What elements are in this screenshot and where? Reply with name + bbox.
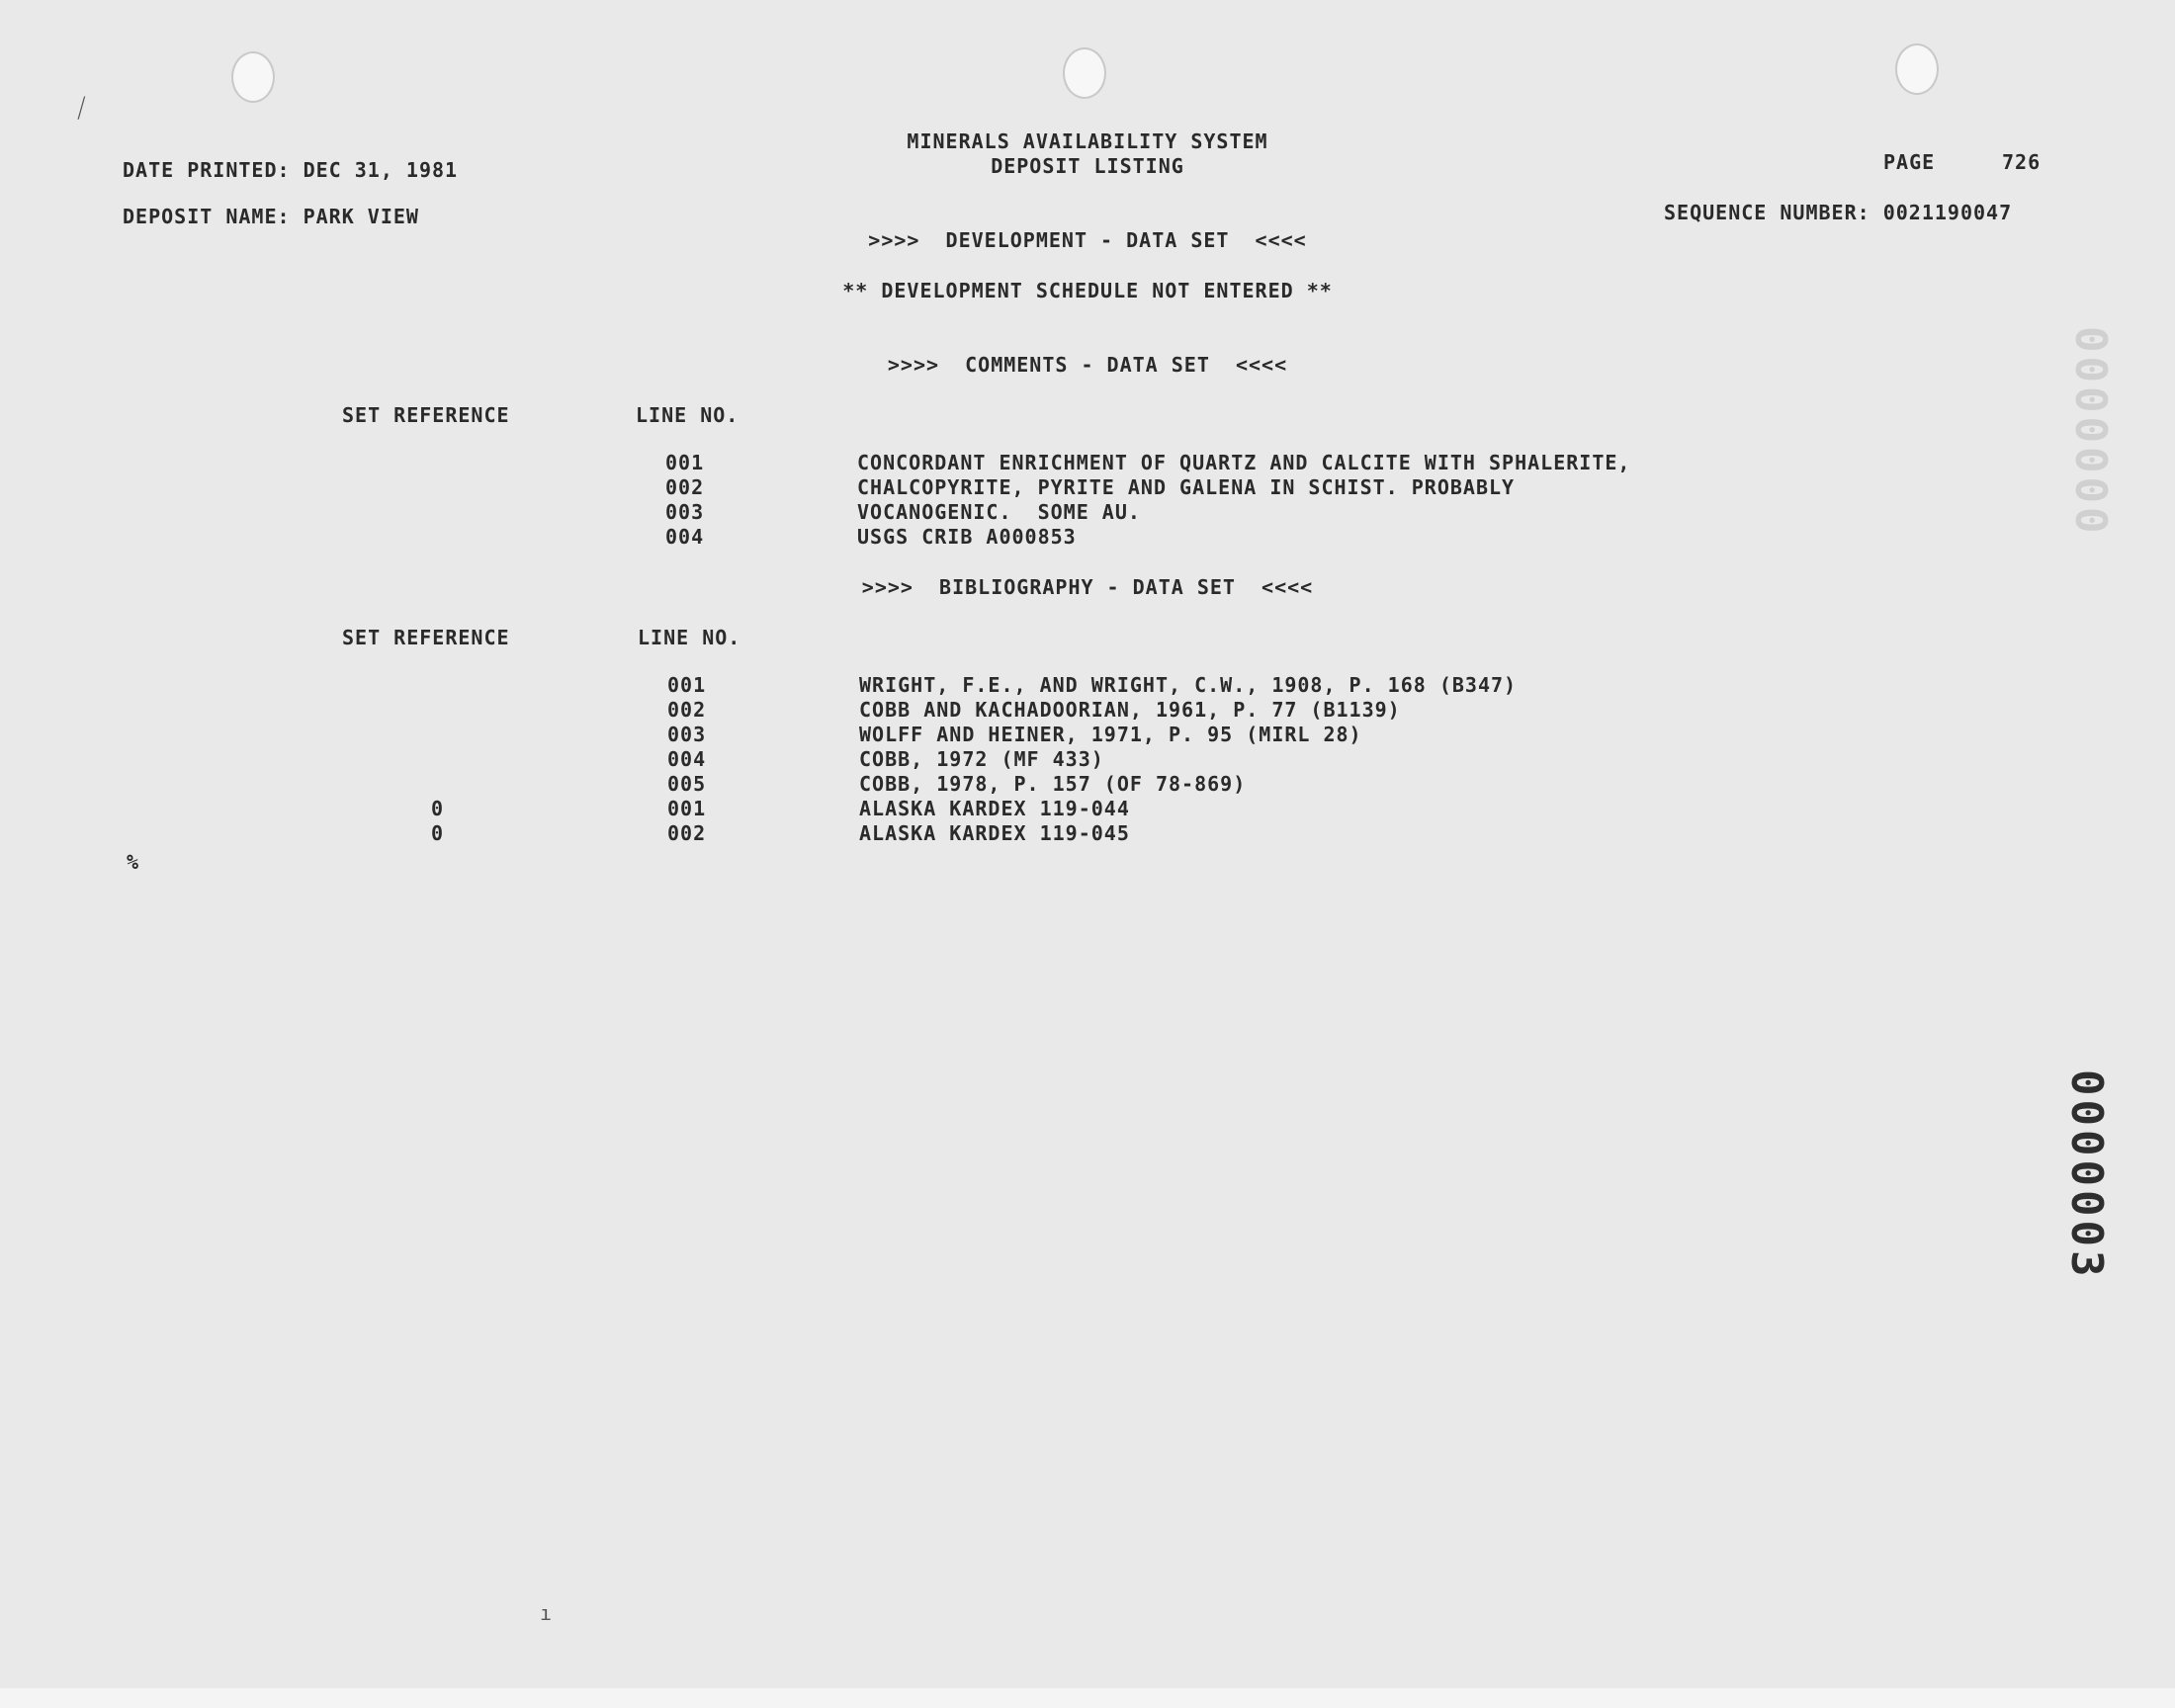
line-number: 002 <box>667 698 707 722</box>
system-title: MINERALS AVAILABILITY SYSTEM <box>907 129 1268 153</box>
comment-text: CHALCOPYRITE, PYRITE AND GALENA IN SCHIST. PROBABLY <box>857 475 1516 499</box>
binder-hole-left <box>231 51 275 103</box>
bibliography-col-set-reference: SET REFERENCE <box>342 626 510 649</box>
speck-mark: ı <box>540 1601 553 1625</box>
frame-number-stamp: 0000003 <box>2061 1069 2112 1281</box>
comments-heading: >>>> COMMENTS - DATA SET <<<< <box>887 353 1288 377</box>
page-label: PAGE <box>1883 150 1936 174</box>
development-heading: >>>> DEVELOPMENT - DATA SET <<<< <box>868 228 1307 252</box>
reference-text: COBB, 1978, P. 157 (OF 78-869) <box>859 772 1247 796</box>
reference-text: WOLFF AND HEINER, 1971, P. 95 (MIRL 28) <box>859 723 1362 746</box>
line-number: 001 <box>665 451 705 474</box>
comment-text: CONCORDANT ENRICHMENT OF QUARTZ AND CALCITE WITH SPHALERITE, <box>857 451 1631 474</box>
date-printed: DATE PRINTED: DEC 31, 1981 <box>123 158 459 182</box>
reference-text: ALASKA KARDEX 119-044 <box>859 797 1130 820</box>
sequence-number: SEQUENCE NUMBER: 0021190047 <box>1664 201 2013 224</box>
bibliography-heading: >>>> BIBLIOGRAPHY - DATA SET <<<< <box>861 575 1314 599</box>
comment-text: USGS CRIB A000853 <box>857 525 1077 549</box>
deposit-name: DEPOSIT NAME: PARK VIEW <box>123 205 419 228</box>
set-reference: 0 <box>431 797 445 820</box>
line-number: 002 <box>667 821 707 845</box>
line-number: 001 <box>667 797 707 820</box>
footer-mark: % <box>127 850 140 874</box>
line-number: 004 <box>665 525 705 549</box>
development-note: ** DEVELOPMENT SCHEDULE NOT ENTERED ** <box>842 279 1333 302</box>
line-number: 001 <box>667 673 707 697</box>
set-reference: 0 <box>431 821 445 845</box>
comments-col-line-no: LINE NO. <box>636 403 740 427</box>
line-number: 003 <box>667 723 707 746</box>
binder-hole-center <box>1063 47 1106 99</box>
page-bottom-edge <box>0 1688 2175 1708</box>
comments-col-set-reference: SET REFERENCE <box>342 403 510 427</box>
line-number: 002 <box>665 475 705 499</box>
listing-title: DEPOSIT LISTING <box>991 154 1184 178</box>
comment-text: VOCANOGENIC. SOME AU. <box>857 500 1141 524</box>
bibliography-col-line-no: LINE NO. <box>638 626 741 649</box>
line-number: 005 <box>667 772 707 796</box>
faint-stamp: 0000000 <box>2065 326 2116 538</box>
reference-text: ALASKA KARDEX 119-045 <box>859 821 1130 845</box>
reference-text: COBB, 1972 (MF 433) <box>859 747 1104 771</box>
binder-hole-right <box>1895 43 1939 95</box>
line-number: 004 <box>667 747 707 771</box>
reference-text: WRIGHT, F.E., AND WRIGHT, C.W., 1908, P. 168 (B347) <box>859 673 1518 697</box>
pencil-mark: ⁄ <box>73 91 90 126</box>
line-number: 003 <box>665 500 705 524</box>
page-number: 726 <box>2002 150 2042 174</box>
reference-text: COBB AND KACHADOORIAN, 1961, P. 77 (B1139) <box>859 698 1401 722</box>
